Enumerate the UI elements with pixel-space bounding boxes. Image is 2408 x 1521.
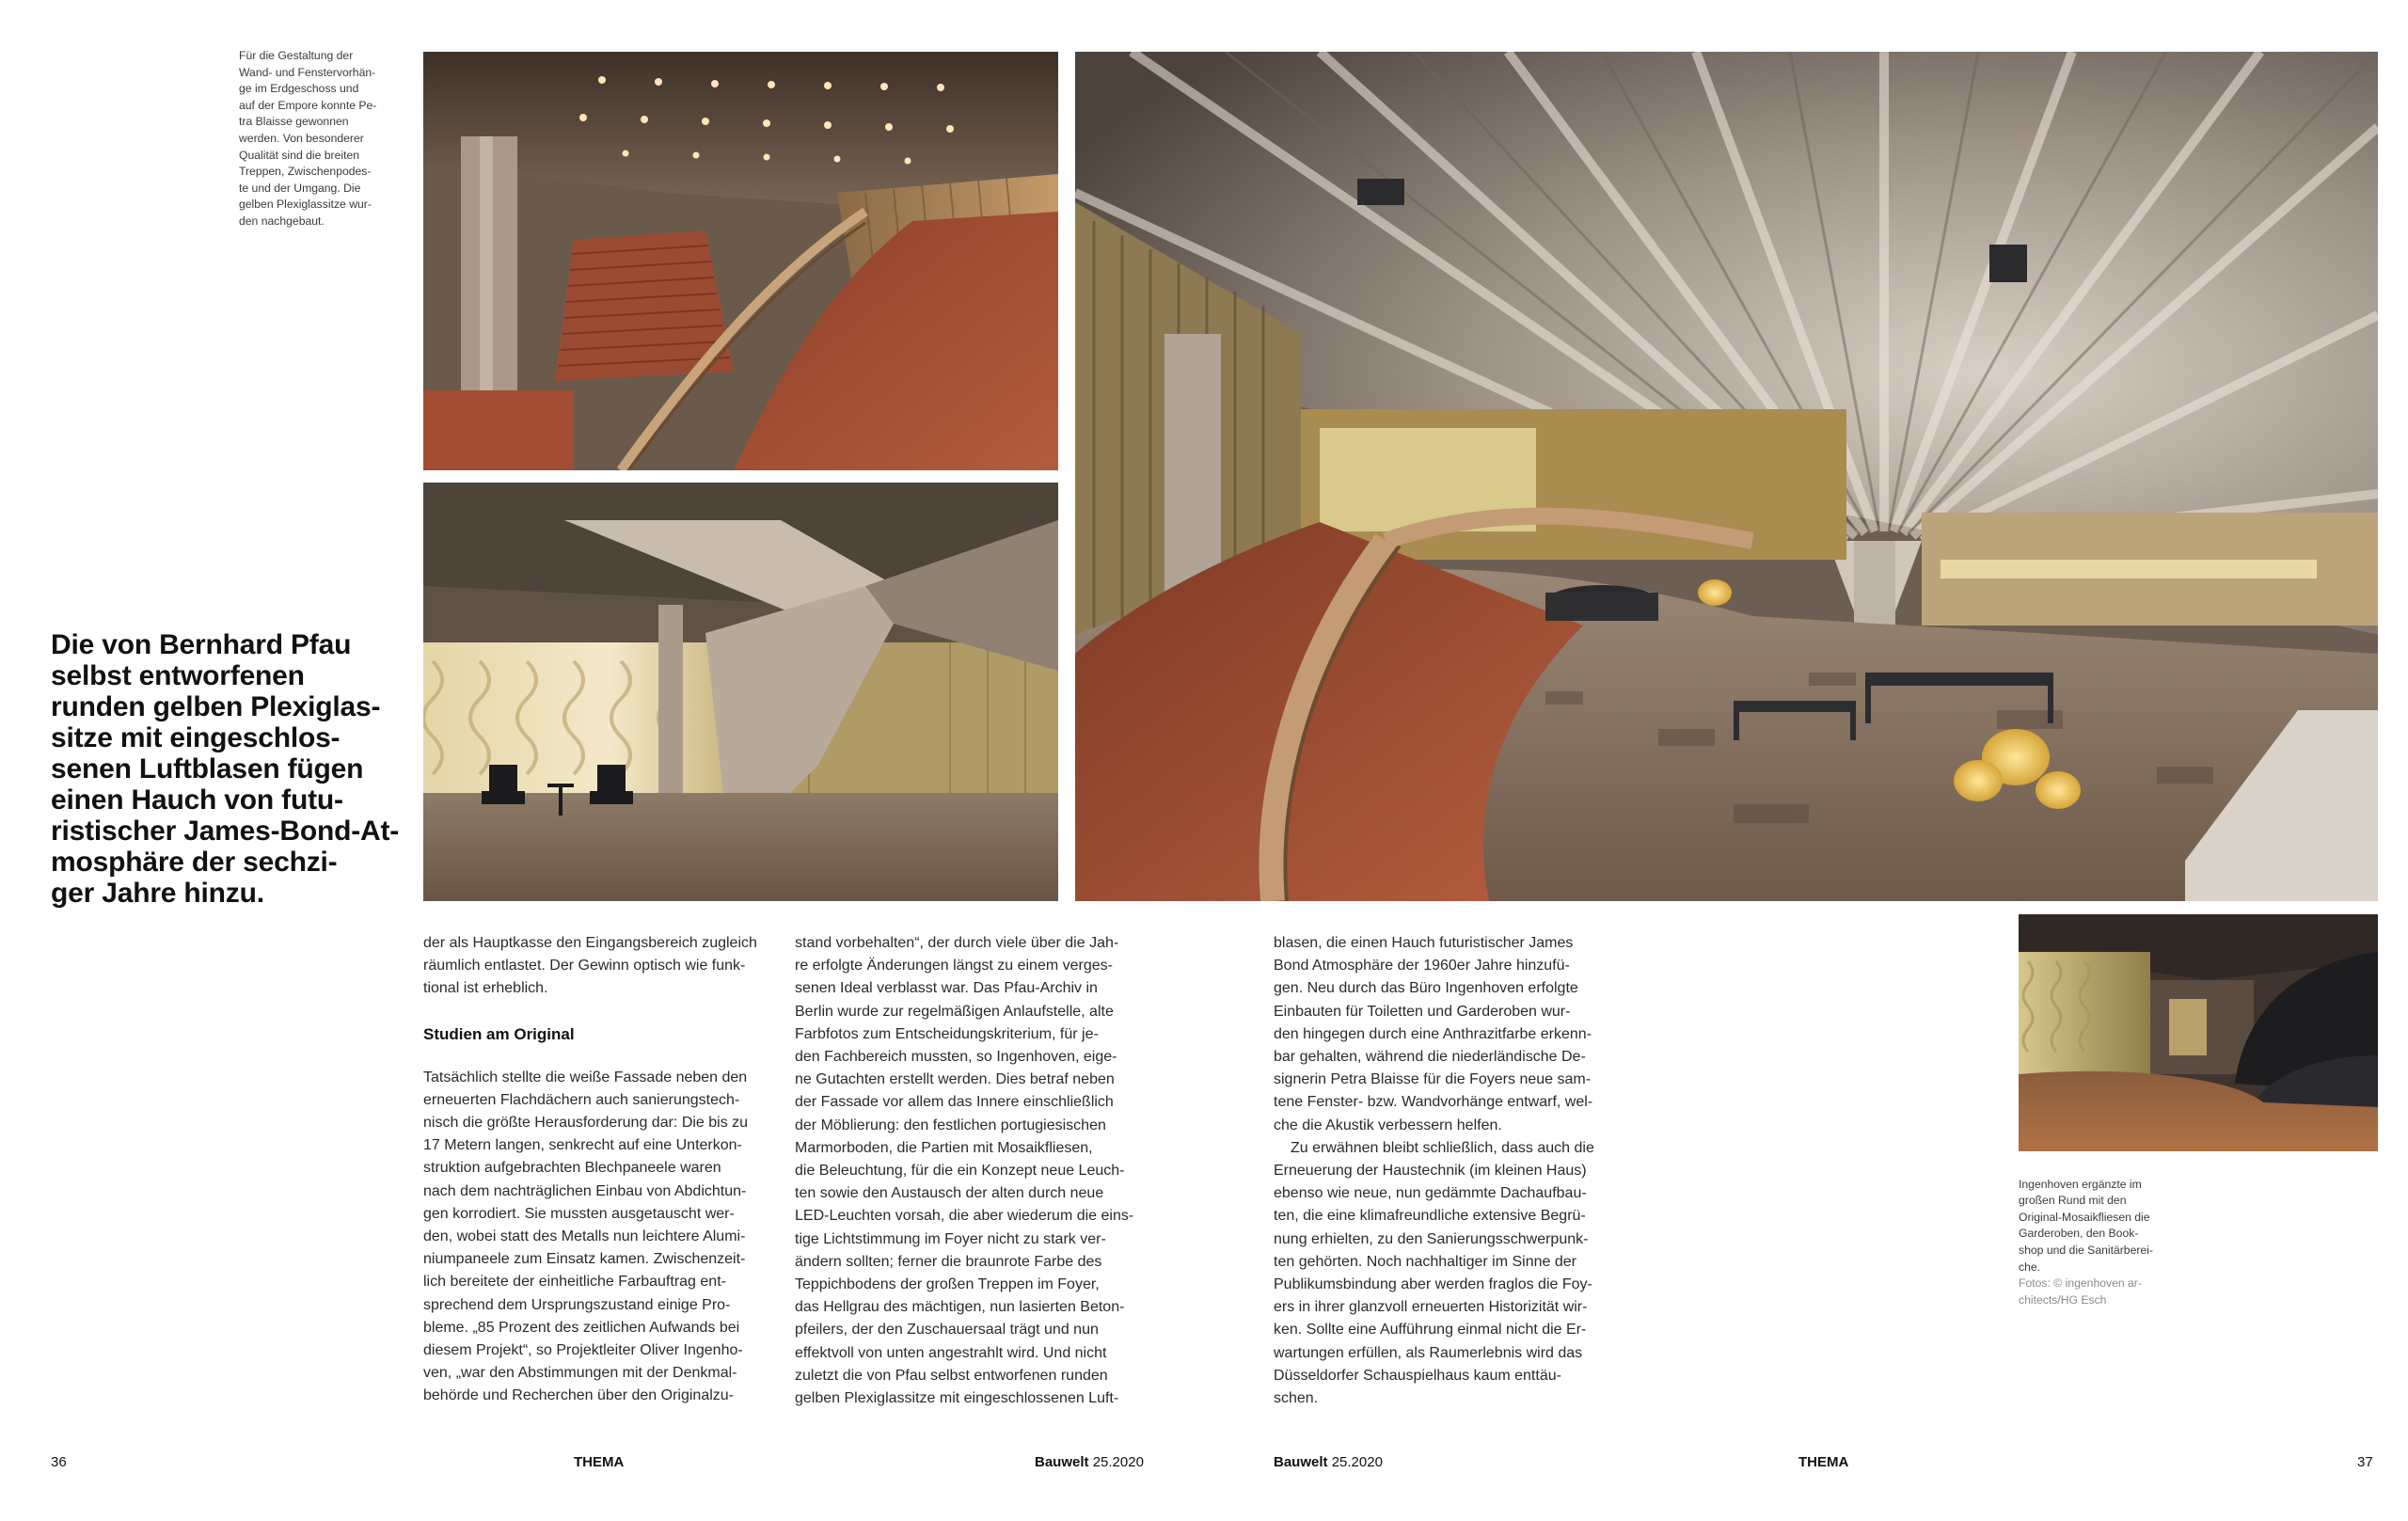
issue-number: 25.2020	[1331, 1454, 1383, 1470]
section-label-text: THEMA	[574, 1454, 625, 1470]
page-number-right: 37	[2357, 1454, 2373, 1470]
section-label-left	[574, 1454, 624, 1471]
page-number-left: 36	[51, 1454, 67, 1470]
issue-number: 25.2020	[1092, 1454, 1144, 1470]
pull-quote: Die von Bernhard Pfau selbst entworfenen runden gelben Plexiglas- sitze mit eingeschlos- senen Luftblasen fügen einen Hauch von futu- ristischer James-Bond-At- mosphäre der sechzi- ger Jahre hinzu.	[51, 629, 400, 909]
photo-credit: Fotos: © ingenhoven ar- chitects/HG Esch	[2019, 1276, 2142, 1307]
caption-bottom-text: Ingenhoven ergänzte im großen Rund mit den Original-Mosaikfliesen die Garderoben, den Book- shop und die Sanitärberei- che.	[2019, 1177, 2153, 1274]
photo-cloakroom	[2019, 914, 2378, 1151]
photo-foyer-staircase	[423, 52, 1058, 470]
caption-top: Für die Gestaltung der Wand- und Fenstervorhän- ge im Erdgeschoss und auf der Empore konnte Pe- tra Blaisse gewonnen werden. Von besonderer Qualität sind die breiten Treppen, Zwischenpodes- te und der Umgang. Die gelben Plexiglassitze wur- den nachgebaut.	[239, 49, 377, 228]
body-column-3	[1274, 932, 1650, 1410]
body-column-1	[423, 932, 781, 1408]
photo-foyer-pillar	[423, 483, 1058, 901]
body-paragraph: der als Hauptkasse den Eingangsbereich zugleich räumlich entlastet. Der Gewinn optisch wie funk- tional ist erheblich.	[423, 935, 757, 997]
magazine-issue-left	[1035, 1454, 1144, 1471]
body-paragraph: blasen, die einen Hauch futuristischer James Bond Atmosphäre der 1960er Jahre hinzufü- gen. Neu durch das Büro Ingenhoven erfolgte Einbauten für Toiletten und Garderoben wur- den hingegen durch eine Anthrazitfarbe erkenn- bar gehalten, während die niederländische De- signerin Petra Blaisse für die Foyers neue sam- tene Fenster- bzw. Wandvorhänge entwarf, wel- che die Akustik verbessern helfen.	[1274, 935, 1593, 1133]
body-column-2	[795, 932, 1157, 1410]
body-paragraph: stand vorbehalten“, der durch viele über die Jah- re erfolgte Änderungen längst zu einem verges- senen Ideal verblasst war. Das Pfau-Archiv in Berlin wurde zur regelmäßigen Anlaufstelle, alte Farbfotos zum Entscheidungskriterium, für je- den Fachbereich mussten, so Ingenhoven, eige- ne Gutachten erstellt werden. Dies betraf neben der Fassade vor allem das Innere einschließlich der Möblierung: den festlichen portugiesischen Marmorboden, die Partien mit Mosaikfliesen, die Beleuchtung, für die ein Konzept neue Leuch- ten sowie den Austausch der alten durch neue LED-Leuchten vorsah, die aber wiederum die eins- tige Lichtstimmung im Foyer nicht zu stark ver- ändern sollten; ferner die braunrote Farbe des Teppichbodens der großen Treppen im Foyer, das Hellgrau des mächtigen, nun lasierten Beton- pfeilers, der den Zuschauersaal trägt und nun effektvoll von unten angestrahlt wird. Und nicht zuletzt die von Pfau selbst entworfenen runden gelben Plexiglassitze mit eingeschlossenen Luft-	[795, 935, 1134, 1407]
magazine-name: Bauwelt	[1274, 1454, 1328, 1470]
body-paragraph: Tatsächlich stellte die weiße Fassade neben den erneuerten Flachdächern auch sanierungstech- nisch die größte Herausforderung dar: Die bis zu 17 Metern langen, senkrecht auf eine Unterkon- struktion aufgebrachten Blechpaneele waren nach dem nachträglichen Einbau von Abdichtun- gen korrodiert. Sie mussten ausgetauscht wer- den, wobei statt des Metalls nun leichtere Alumi- niumpaneele zum Einsatz kamen. Zwischenzeit- lich bereitete der einheitliche Farbauftrag ent- sprechend dem Ursprungszustand einige Pro- bleme. „85 Prozent des zeitlichen Aufwands bei diesem Projekt“, so Projektleiter Oliver Ingenho- ven, „war den Abstimmungen mit der Denkmal- behörde und Recherchen über den Originalzu-	[423, 1069, 749, 1404]
section-label-text: THEMA	[1798, 1454, 1849, 1470]
caption-bottom	[2019, 1160, 2207, 1325]
photo-main-foyer	[1075, 52, 2378, 901]
magazine-name: Bauwelt	[1035, 1454, 1089, 1470]
magazine-issue-right	[1274, 1454, 1383, 1471]
body-paragraph: Zu erwähnen bleibt schließlich, dass auch die Erneuerung der Haustechnik (im kleinen Haus) ebenso wie neue, nun gedämmte Dachaufbau- ten, die eine klimafreundliche extensive Begrü- nung erhielten, zu den Sanierungsschwerpunk- ten gehörten. Noch nachhaltiger im Sinne der Publikumsbindung aber werden fraglos die Foy- ers in ihrer glanzvoll erneuerten Historizität wir- ken. Sollte eine Aufführung einmal nicht die Er- wartungen erfüllen, als Raumerlebnis wird das Düsseldorfer Schauspielhaus kaum enttäu- schen.	[1274, 1139, 1594, 1407]
section-heading: Studien am Original	[423, 1024, 575, 1043]
section-label-right	[1798, 1454, 1848, 1471]
